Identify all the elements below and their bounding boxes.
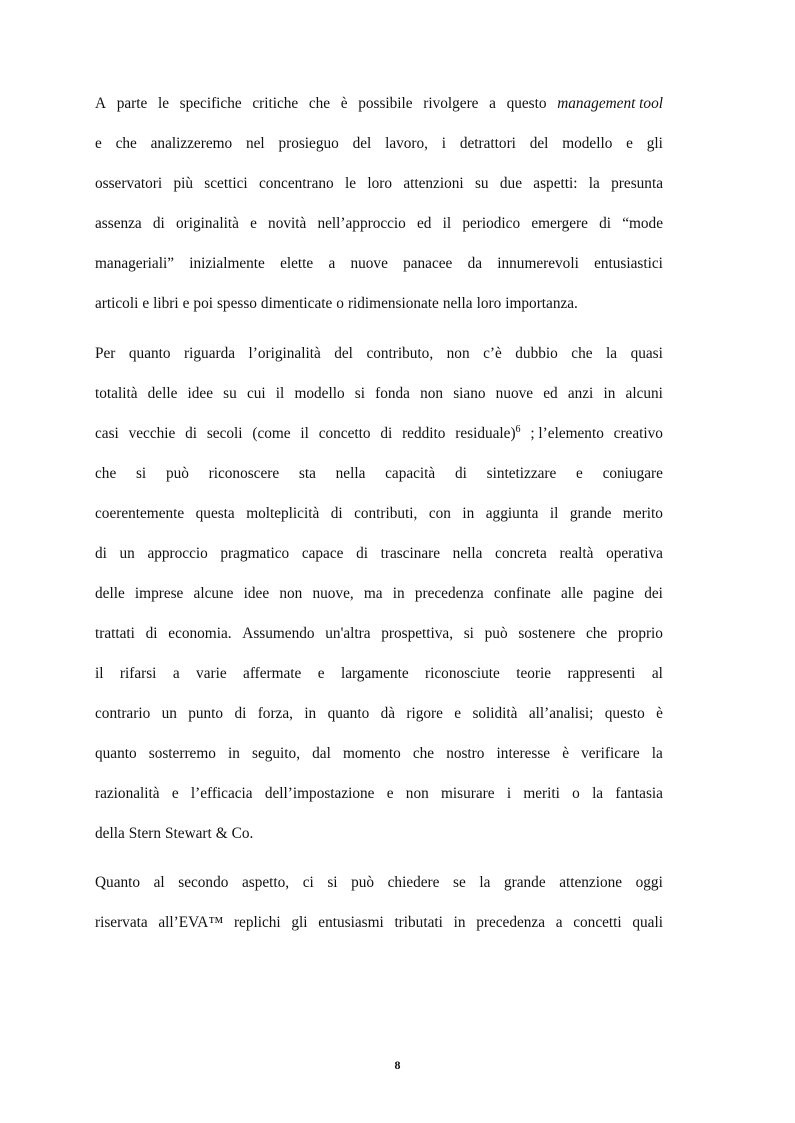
word: lavoro,: [385, 135, 428, 152]
word: i: [506, 785, 512, 802]
word: replichi: [233, 914, 281, 931]
word: imprese: [134, 585, 184, 602]
text-line: [95, 464, 663, 484]
page-number: 8: [394, 1058, 401, 1072]
word: merito: [622, 505, 663, 522]
word: quanto: [128, 345, 171, 362]
word: dal: [312, 745, 331, 762]
word: riguarda: [184, 345, 236, 362]
word: a: [172, 665, 180, 682]
word: confinate: [493, 585, 551, 602]
word: di: [152, 215, 165, 232]
word: capacità: [385, 465, 436, 482]
word: residuale): [455, 425, 516, 442]
word: la: [606, 345, 618, 362]
word: alcune: [193, 585, 234, 602]
word: quasi: [630, 345, 663, 362]
word: Stewart: [165, 825, 212, 842]
word: di: [599, 215, 612, 232]
word: detrattori: [459, 135, 516, 152]
word: ci: [302, 874, 314, 891]
word: l’originalità: [248, 345, 321, 362]
word: da: [467, 255, 483, 272]
word: grande: [569, 505, 612, 522]
word: idee: [243, 585, 270, 602]
word: che: [571, 345, 593, 362]
word: e: [95, 135, 102, 152]
word: originalità: [176, 215, 239, 232]
word: e: [626, 135, 633, 152]
word: secondo: [178, 874, 229, 891]
word: grande: [503, 874, 546, 891]
word: idee: [187, 385, 214, 402]
word: aspetti:: [533, 175, 578, 192]
word: A: [95, 95, 107, 112]
word: e: [386, 785, 394, 802]
word: a: [328, 255, 336, 272]
word: un: [119, 545, 135, 562]
word: varie: [196, 665, 227, 682]
word: attenzioni: [403, 175, 464, 192]
word: in: [227, 745, 240, 762]
word: vecchie: [128, 425, 176, 442]
word: al: [651, 665, 663, 682]
text-line: [95, 664, 663, 684]
word: importanza.: [505, 295, 578, 312]
word: ; l’elemento: [530, 425, 604, 442]
word: Quanto: [95, 874, 141, 891]
word: di: [185, 425, 198, 442]
word: riconoscere: [208, 465, 280, 482]
word: e: [182, 295, 190, 312]
word: (come: [252, 425, 291, 442]
word: può: [484, 625, 508, 642]
footnote-marker[interactable]: 6: [515, 424, 521, 435]
word: dubbio: [515, 345, 558, 362]
word: gli: [646, 135, 663, 152]
word: Assumendo: [242, 625, 315, 642]
word: sintetizzare: [486, 465, 557, 482]
word: del: [529, 135, 549, 152]
word: di: [234, 705, 247, 722]
word: il: [442, 215, 452, 232]
word: rappresenti: [567, 665, 636, 682]
word: critiche: [252, 95, 299, 112]
word: su: [223, 385, 237, 402]
word: nuove: [350, 255, 388, 272]
word: se: [453, 874, 466, 891]
word: trattati: [95, 625, 135, 642]
word: non: [446, 345, 470, 362]
word: dell’impostazione: [264, 785, 375, 802]
word: del: [352, 135, 372, 152]
word: alcuni: [625, 385, 663, 402]
word: creativo: [613, 425, 663, 442]
word: novità: [268, 215, 307, 232]
word: nostro: [446, 745, 485, 762]
word: al: [153, 874, 165, 891]
word: che: [412, 745, 435, 762]
word: Per: [95, 345, 116, 362]
word: riservata: [95, 914, 148, 931]
text-line: [95, 174, 663, 194]
word: a: [555, 914, 563, 931]
word: anzi: [567, 385, 594, 402]
word: affermate: [243, 665, 302, 682]
word: nuove: [495, 385, 534, 402]
word: in: [603, 385, 616, 402]
word: emergere: [531, 215, 588, 232]
word: il: [549, 505, 559, 522]
word: che: [308, 95, 331, 112]
word: Stern: [128, 825, 162, 842]
word: rivolgere: [423, 95, 479, 112]
word: assenza: [95, 215, 142, 232]
word: razionalità: [95, 785, 160, 802]
word: gli: [291, 914, 308, 931]
word: della: [95, 825, 125, 842]
word: è: [562, 745, 569, 762]
word: oggi: [635, 874, 663, 891]
word: il: [95, 665, 104, 682]
word: di: [454, 465, 467, 482]
text-line: [95, 544, 663, 564]
text-line: [95, 94, 663, 114]
text-line: [95, 624, 663, 644]
word: si: [354, 385, 365, 402]
word: l’efficacia: [190, 785, 253, 802]
word: casi: [95, 425, 119, 442]
text-line: [95, 784, 663, 804]
word: aspetto,: [241, 874, 290, 891]
word: capace: [301, 545, 344, 562]
text-line: [95, 913, 663, 933]
word: questo: [604, 705, 645, 722]
word: e: [250, 215, 257, 232]
word: ed: [417, 215, 432, 232]
word: e: [317, 665, 325, 682]
word: con: [428, 505, 451, 522]
word: prospettiva,: [381, 625, 454, 642]
word: periodico: [462, 215, 521, 232]
word: rigore: [406, 705, 443, 722]
word: approccio: [147, 545, 208, 562]
word: c’è: [483, 345, 502, 362]
text-line: [95, 344, 663, 364]
word: totalità: [95, 385, 138, 402]
word: punto: [188, 705, 224, 722]
word: cui: [246, 385, 266, 402]
word: contributo,: [366, 345, 434, 362]
word: che: [95, 465, 117, 482]
word: non: [279, 585, 303, 602]
word: reddito: [402, 425, 446, 442]
word: in: [453, 914, 466, 931]
word: si: [135, 465, 147, 482]
text-line: [95, 134, 663, 154]
word: quanto: [327, 705, 370, 722]
word: fantasia: [615, 785, 663, 802]
word: secoli: [206, 425, 243, 442]
word: chiedere: [387, 874, 440, 891]
text-line: [95, 294, 663, 314]
word: dei: [644, 585, 663, 602]
word: panacee: [403, 255, 453, 272]
word: quanto: [95, 745, 137, 762]
word: operativa: [606, 545, 663, 562]
word: alle: [560, 585, 584, 602]
word: coniugare: [602, 465, 663, 482]
word: nel: [245, 135, 265, 152]
word: articoli: [95, 295, 139, 312]
word: su: [474, 175, 489, 192]
word: delle: [95, 585, 125, 602]
word: più: [173, 175, 193, 192]
word: economia.: [168, 625, 232, 642]
word: solidità: [472, 705, 518, 722]
word: modello: [294, 385, 345, 402]
word: all’analisi;: [528, 705, 594, 722]
word: tributati: [394, 914, 443, 931]
word: scettici: [204, 175, 248, 192]
word: due: [499, 175, 522, 192]
word: spesso: [216, 295, 257, 312]
word: &: [215, 825, 228, 842]
word: specifiche: [179, 95, 242, 112]
word: nella: [442, 295, 473, 312]
word: pragmatico: [220, 545, 290, 562]
word: parte: [116, 95, 148, 112]
word: la: [588, 175, 600, 192]
word: ridimensionate: [347, 295, 439, 312]
word: in: [392, 585, 405, 602]
text-line: [95, 744, 663, 764]
word: nell’approccio: [317, 215, 406, 232]
word: contributi,: [354, 505, 418, 522]
word: elette: [280, 255, 314, 272]
word: che: [585, 625, 608, 642]
text-line: [95, 424, 663, 444]
word: innumerevoli: [497, 255, 579, 272]
word: osservatori: [95, 175, 163, 192]
word: i: [441, 135, 447, 152]
word: attenzione: [559, 874, 623, 891]
word: modello: [562, 135, 613, 152]
word: un'altra: [325, 625, 371, 642]
word: di: [380, 425, 393, 442]
word: in: [462, 505, 475, 522]
word: nuove,: [312, 585, 354, 602]
word: e: [454, 705, 462, 722]
word: sta: [298, 465, 316, 482]
word: meriti: [523, 785, 560, 802]
text-line: [95, 214, 663, 234]
word: può: [165, 465, 189, 482]
word: che: [115, 135, 137, 152]
word: precedenza: [414, 585, 484, 602]
word: forza,: [257, 705, 293, 722]
word: siano: [453, 385, 486, 402]
word: o: [572, 785, 580, 802]
word: largamente: [340, 665, 409, 682]
word: in: [304, 705, 317, 722]
word: di: [145, 625, 158, 642]
word: non: [420, 385, 444, 402]
word: realtà: [559, 545, 594, 562]
word: molteplicità: [246, 505, 320, 522]
word: rifarsi: [119, 665, 157, 682]
word: e: [171, 785, 179, 802]
word: poi: [193, 295, 213, 312]
word: loro: [476, 295, 502, 312]
word: management tool: [557, 95, 663, 112]
word: delle: [147, 385, 178, 402]
text-line: [95, 873, 663, 893]
word: le: [157, 95, 169, 112]
word: [455, 424, 520, 444]
word: di: [330, 505, 343, 522]
word: nella: [452, 545, 483, 562]
text-line: [95, 384, 663, 404]
word: nella: [335, 465, 366, 482]
word: concetto: [318, 425, 371, 442]
word: quali: [632, 914, 663, 931]
word: coerentemente: [95, 505, 185, 522]
word: momento: [342, 745, 401, 762]
word: può: [351, 874, 375, 891]
word: presunta: [611, 175, 663, 192]
word: Co.: [231, 825, 254, 842]
word: e: [576, 465, 583, 482]
word: è: [340, 95, 348, 112]
word: la: [479, 874, 491, 891]
word: verificare: [581, 745, 640, 762]
word: a: [489, 95, 496, 112]
word: dimenticate: [260, 295, 333, 312]
word: misurare: [441, 785, 495, 802]
word: possibile: [358, 95, 413, 112]
word: libri: [153, 295, 179, 312]
text-line: [95, 504, 663, 524]
word: non: [405, 785, 429, 802]
text-line: [95, 704, 663, 724]
word: manageriali”: [95, 255, 174, 272]
word: ma: [363, 585, 383, 602]
word: loro: [367, 175, 393, 192]
word: ed: [543, 385, 558, 402]
word: analizzeremo: [150, 135, 233, 152]
word: la: [592, 785, 604, 802]
word: all’EVA™: [158, 914, 224, 931]
word: o: [336, 295, 344, 312]
word: riconosciute: [425, 665, 500, 682]
word: proprio: [617, 625, 663, 642]
word: seguito,: [252, 745, 301, 762]
word: prosieguo: [278, 135, 339, 152]
word: “mode: [622, 215, 663, 232]
text-line: [95, 254, 663, 274]
word: si: [327, 874, 338, 891]
word: si: [463, 625, 474, 642]
word: questo: [506, 95, 547, 112]
word: le: [345, 175, 357, 192]
word: un: [161, 705, 177, 722]
word: concreta: [495, 545, 547, 562]
word: teorie: [516, 665, 552, 682]
word: inizialmente: [189, 255, 265, 272]
word: sosterremo: [148, 745, 216, 762]
word: concentrano: [258, 175, 334, 192]
word: il: [300, 425, 309, 442]
word: precedenza: [476, 914, 545, 931]
word: di: [95, 545, 107, 562]
word: e: [142, 295, 150, 312]
word: fonda: [375, 385, 410, 402]
word: entusiasmi: [318, 914, 384, 931]
word: la: [651, 745, 663, 762]
word: di: [356, 545, 368, 562]
word: dà: [380, 705, 396, 722]
word: del: [334, 345, 353, 362]
word: sostenere: [518, 625, 576, 642]
word: concetti: [573, 914, 622, 931]
word: aggiunta: [485, 505, 539, 522]
word: il: [275, 385, 285, 402]
word: è: [656, 705, 663, 722]
word: contrario: [95, 705, 151, 722]
text-line: [95, 584, 663, 604]
word: trascinare: [380, 545, 441, 562]
word: interesse: [496, 745, 551, 762]
word: questa: [195, 505, 235, 522]
word: entusiastici: [594, 255, 663, 272]
text-line: [95, 824, 663, 844]
word: pagine: [593, 585, 634, 602]
